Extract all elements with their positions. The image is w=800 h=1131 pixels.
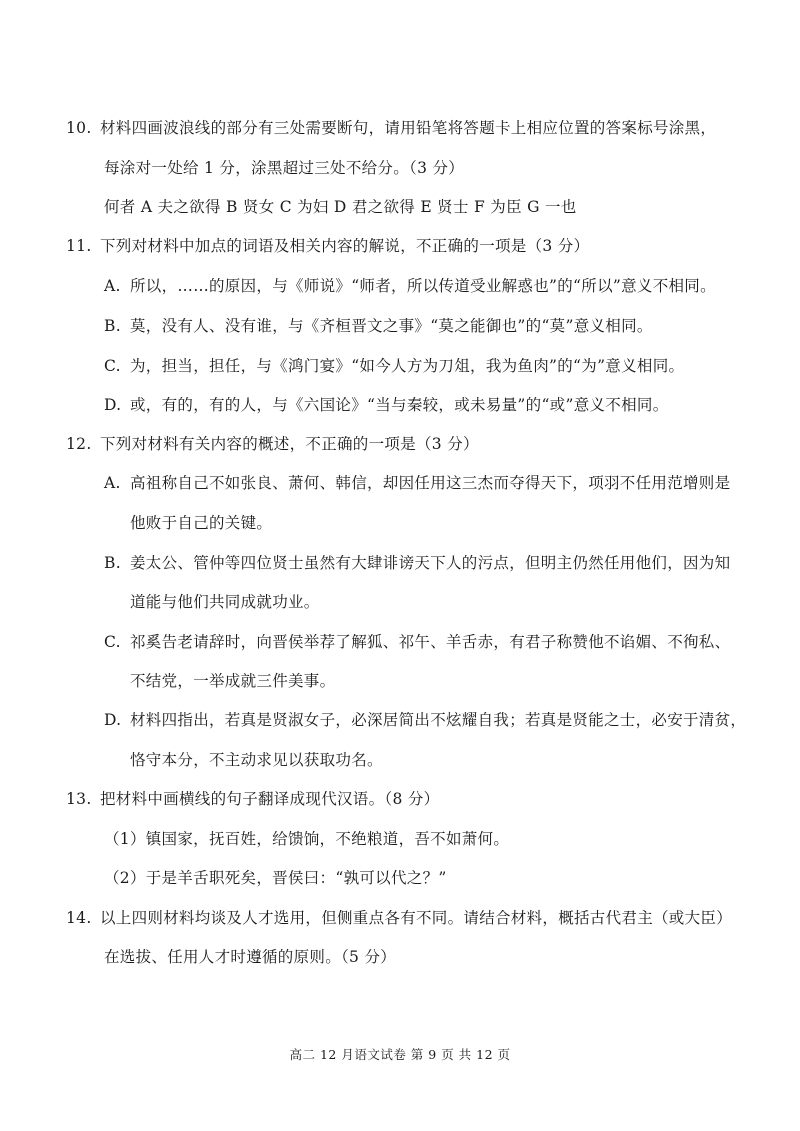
q11-option-a-text: 所以，……的原因，与《师说》“师者，所以传道受业解惑也”的“所以”意义不相同。 xyxy=(130,277,716,295)
q11-option-d-text: 或，有的，有的人，与《六国论》“当与秦较，或未易量”的“或”意义不相同。 xyxy=(130,396,669,414)
q12-option-d-line1: 材料四指出，若真是贤淑女子，必深居简出不炫耀自我；若真是贤能之士，必安于清贫， xyxy=(130,711,747,729)
q10-line2: 每涂对一处给 1 分，涂黑超过三处不给分。（3 分） xyxy=(104,159,465,177)
q12-option-a xyxy=(104,472,730,494)
q11-stem: 下列对材料中加点的词语及相关内容的解说，不正确的一项是（3 分） xyxy=(100,237,590,255)
q14-line2: 在选拔、任用人才时遵循的原则。（5 分） xyxy=(104,948,397,966)
q14-number: 14. xyxy=(66,909,92,927)
q11-option-b-text: 莫，没有人、没有谁，与《齐桓晋文之事》“莫之能御也”的“莫”意义相同。 xyxy=(130,317,653,335)
q13-item-1: （1）镇国家，抚百姓，给馈饷，不绝粮道，吾不如萧何。 xyxy=(104,830,510,848)
q11-option-a xyxy=(104,275,716,297)
q10-number: 10. xyxy=(66,119,92,137)
q11-option-d-letter: D. xyxy=(104,396,122,414)
q10-line3: 何者 A 夫之欲得 B 贤女 C 为妇 D 君之欲得 E 贤士 F 为臣 G 一也 xyxy=(104,198,577,216)
q12-option-c xyxy=(104,631,730,653)
q12-option-a-line2: 他败于自己的关键。 xyxy=(130,514,273,532)
q13-number: 13. xyxy=(66,790,92,808)
q12-option-b-letter: B. xyxy=(104,554,121,572)
q10-text-line1: 材料四画波浪线的部分有三处需要断句，请用铅笔将答题卡上相应位置的答案标号涂黑， xyxy=(100,119,717,137)
q14-line1 xyxy=(66,907,732,929)
q12-number: 12. xyxy=(66,435,92,453)
q13-stem-line xyxy=(66,788,439,810)
q11-option-d xyxy=(104,394,669,416)
q11-stem-line xyxy=(66,235,589,257)
q12-stem-line xyxy=(66,433,479,455)
q12-option-c-line1: 祁奚告老请辞时，向晋侯举荐了解狐、祁午、羊舌赤，有君子称赞他不谄媚、不徇私、 xyxy=(130,633,731,651)
q12-option-d-letter: D. xyxy=(104,711,122,729)
q11-option-a-letter: A. xyxy=(104,277,121,295)
q12-option-a-line1: 高祖称自己不如张良、萧何、韩信，却因任用这三杰而夺得天下，项羽不任用范增则是 xyxy=(130,474,731,492)
q14-text-line1: 以上四则材料均谈及人才选用，但侧重点各有不同。请结合材料，概括古代君主（或大臣） xyxy=(100,909,733,927)
q12-option-d-line2: 恪守本分，不主动求见以获取功名。 xyxy=(130,751,383,769)
q12-option-b-line2: 道能与他们共同成就功业。 xyxy=(130,593,320,611)
q12-option-b-line1: 姜太公、管仲等四位贤士虽然有大肆诽谤天下人的污点，但明主仍然任用他们，因为知 xyxy=(130,554,731,572)
q12-option-c-line2: 不结党，一举成就三件美事。 xyxy=(130,672,336,690)
q11-number: 11. xyxy=(66,237,92,255)
q11-option-b xyxy=(104,315,653,337)
q11-option-c-text: 为，担当，担任，与《鸿门宴》“如今人方为刀俎，我为鱼肉”的“为”意义相同。 xyxy=(130,357,685,375)
q11-option-b-letter: B. xyxy=(104,317,121,335)
q12-option-b xyxy=(104,552,730,574)
q11-option-c-letter: C. xyxy=(104,357,121,375)
q12-option-a-letter: A. xyxy=(104,474,121,492)
q10-line1 xyxy=(66,117,716,139)
page-footer: 高二 12 月语文试卷 第 9 页 共 12 页 xyxy=(289,1047,511,1062)
q12-option-c-letter: C. xyxy=(104,633,121,651)
q13-stem: 把材料中画横线的句子翻译成现代汉语。（8 分） xyxy=(100,790,440,808)
q13-item-2: （2）于是羊舌职死矣，晋侯曰：“孰可以代之？” xyxy=(104,869,447,887)
q12-stem: 下列对材料有关内容的概述，不正确的一项是（3 分） xyxy=(100,435,479,453)
q11-option-c xyxy=(104,355,684,377)
q12-option-d xyxy=(104,709,746,731)
